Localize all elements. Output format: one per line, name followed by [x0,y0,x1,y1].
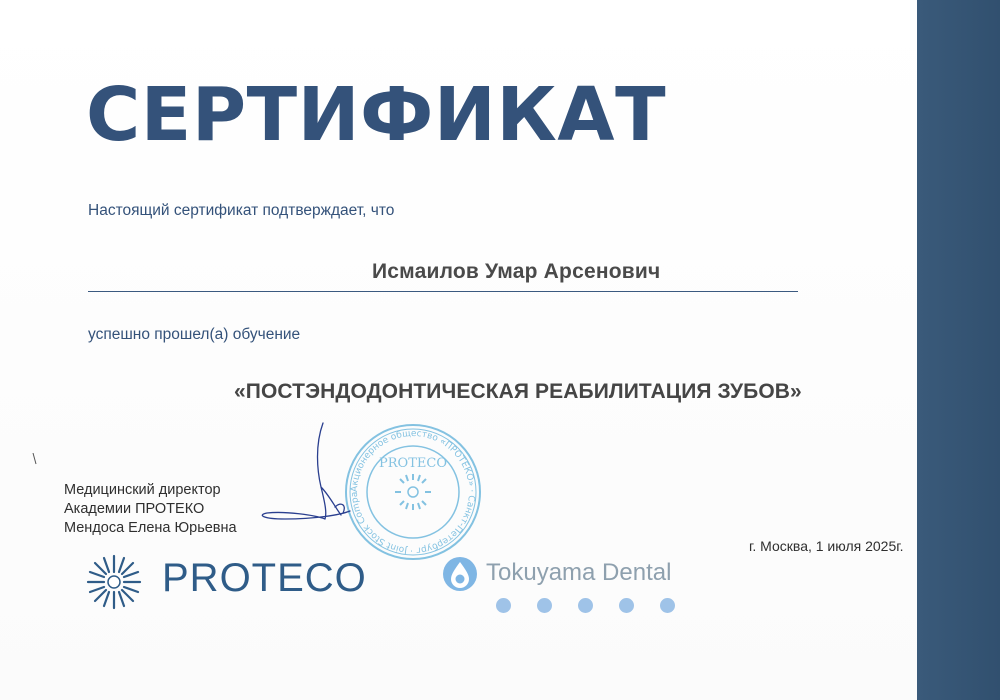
decorative-dot [537,598,552,613]
name-underline [88,291,798,292]
signer-block [64,481,237,538]
stamp-sunburst-icon [395,474,431,510]
place-and-date: г. Москва, 1 июля 2025г. [749,538,904,554]
decorative-dot [496,598,511,613]
stamp-center-text: PROTECO [379,456,447,471]
decorative-side-band [917,0,1000,700]
certificate-title: СЕРТИФИКАТ [86,72,667,158]
signer-position: Медицинский директор [64,482,221,498]
scan-mark [32,452,38,464]
decorative-dot [660,598,675,613]
signer-organization: Академии ПРОТЕКО [64,501,205,517]
proteco-wordmark: PROTECO [162,556,367,600]
tokuyama-drop-icon [440,554,480,594]
course-title: «ПОСТЭНДОДОНТИЧЕСКАЯ РЕАБИЛИТАЦИЯ ЗУБОВ» [234,380,802,403]
confirm-text: Настоящий сертификат подтверждает, что [88,202,395,219]
proteco-sunburst-icon [84,552,144,612]
completed-text: успешно прошел(а) обучение [88,326,301,343]
tokuyama-wordmark: Tokuyama Dental [486,559,672,586]
decorative-dot [619,598,634,613]
decorative-dot [578,598,593,613]
tokuyama-dental-logo [440,548,700,618]
proteco-logo [84,552,384,612]
handwritten-signature [255,415,385,530]
tokuyama-dots [496,598,686,614]
signer-name: Мендоса Елена Юрьевна [64,520,237,536]
recipient-name: Исмаилов Умар Арсенович [372,260,661,283]
stamp-ring-text: Акционерное общество «ПРОТЕКО» · Санкт-Петербург · Joint Stock Compa [349,428,477,556]
